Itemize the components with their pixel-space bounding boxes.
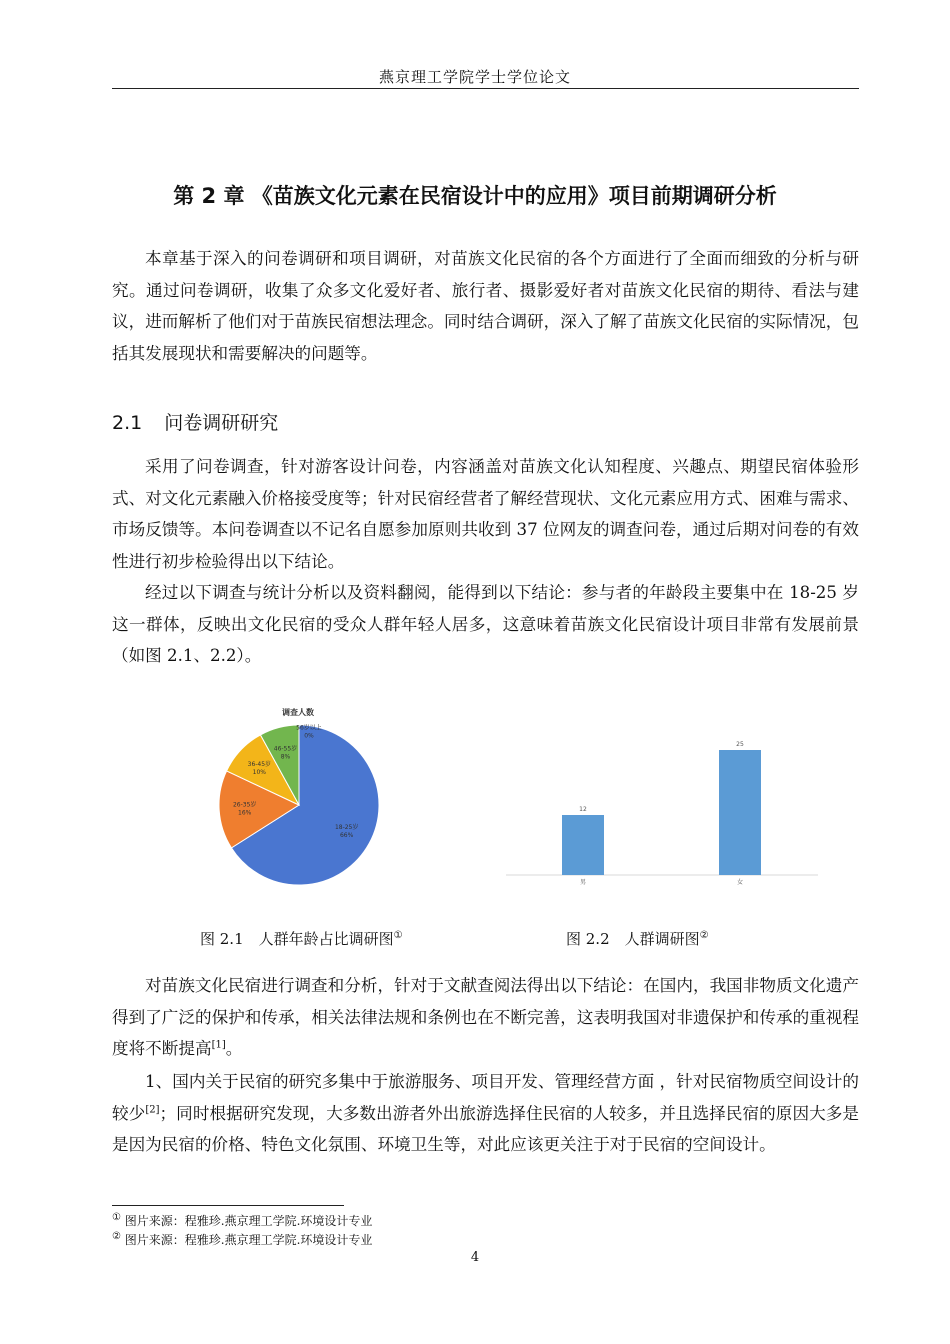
figure-2-1-caption-text: 图 2.1 人群年龄占比调研图	[200, 930, 394, 948]
running-head: 燕京理工学院学士学位论文	[378, 68, 571, 86]
footnote-1	[112, 1212, 372, 1229]
bar-category-label-1: 女	[736, 879, 744, 886]
figure-2-1-caption	[200, 928, 403, 949]
section-number: 2.1	[112, 412, 143, 434]
paragraph-literature-end: 。	[225, 1039, 243, 1058]
pie-label-percent-0: 66%	[339, 832, 354, 840]
pie-label-category-1: 26-35岁	[232, 801, 257, 809]
bar-value-label-0: 12	[579, 806, 587, 813]
paragraph-domestic-research-a: 1、国内关于民宿的研究多集中于旅游服务、项目开发、管理经营方面 ，针对民宿物质空间设计的较少	[112, 1072, 859, 1123]
pie-label-percent-1: 16%	[238, 809, 252, 817]
footnote-1-text: 图片来源：程雅珍.燕京理工学院.环境设计专业	[124, 1214, 373, 1228]
footnote-2-mark: ②	[112, 1231, 121, 1242]
figure-2-2-footnote-mark: ②	[699, 930, 709, 941]
footnote-1-mark: ①	[112, 1212, 121, 1223]
section-title: 问卷调研研究	[164, 412, 279, 434]
paragraph-survey-method: 采用了问卷调查，针对游客设计问卷，内容涵盖对苗族文化认知程度、兴趣点、期望民宿体验形式、对文化元素融入价格接受度等；针对民宿经营者了解经营现状、文化元素应用方式、困难与需求、市场反馈等。本问卷调查以不记名自愿参加原则共收到 37 位网友的调查问卷，通过后期对问卷的有效性进行初步检验得出以下结论。	[112, 457, 859, 571]
footnote-rule	[112, 1205, 344, 1206]
bar-category-label-0: 男	[579, 879, 587, 886]
figure-2-2-caption	[566, 928, 709, 949]
bar-value-label-1: 25	[736, 741, 744, 748]
paragraph-literature	[112, 970, 859, 1065]
chapter-title: 第 2 章 《苗族文化元素在民宿设计中的应用》项目前期调研分析	[173, 184, 777, 208]
pie-label-percent-4: 0%	[304, 732, 314, 740]
figure-2-1-footnote-mark: ①	[393, 930, 403, 941]
section-heading	[112, 408, 278, 435]
gender-bar-chart	[500, 720, 820, 890]
pie-chart-title: 调查人数	[282, 708, 314, 717]
pie-label-category-3: 46-55岁	[273, 745, 298, 753]
footnote-2-text: 图片来源：程雅珍.燕京理工学院.环境设计专业	[124, 1233, 373, 1247]
intro-paragraph: 本章基于深入的问卷调研和项目调研，对苗族文化民宿的各个方面进行了全面而细致的分析与研究。通过问卷调研，收集了众多文化爱好者、旅行者、摄影爱好者对苗族文化民宿的期待、看法与建议，进而解析了他们对于苗族民宿想法理念。同时结合调研，深入了解了苗族文化民宿的实际情况，包括其发展现状和需要解决的问题等。	[112, 249, 859, 363]
pie-label-percent-2: 10%	[252, 768, 267, 776]
pie-label-percent-3: 8%	[280, 753, 291, 761]
paragraph-survey-conclusion: 经过以下调查与统计分析以及资料翻阅，能得到以下结论：参与者的年龄段主要集中在 18-25 岁这一群体，反映出文化民宿的受众人群年轻人居多，这意味着苗族文化民宿设计项目非常有发展前景（如图 2.1、2.2）。	[112, 583, 859, 665]
figure-2-2-caption-text: 图 2.2 人群调研图	[566, 930, 700, 948]
pie-label-category-2: 36-45岁	[247, 760, 272, 768]
pie-label-category-4: 56岁以上	[296, 724, 322, 732]
footnote-2	[112, 1231, 372, 1248]
header-rule	[112, 88, 859, 89]
paragraph-domestic-research	[112, 1066, 859, 1161]
page-number: 4	[470, 1250, 480, 1265]
pie-label-category-0: 18-25岁	[334, 824, 359, 832]
citation-1: [1]	[211, 1039, 226, 1051]
paragraph-literature-text: 对苗族文化民宿进行调查和分析，针对于文献查阅法得出以下结论：在国内，我国非物质文化遗产得到了广泛的保护和传承，相关法律法规和条例也在不断完善，这表明我国对非遗保护和传承的重视程度将不断提高	[112, 976, 859, 1058]
bar-1	[719, 750, 761, 875]
citation-2: [2]	[145, 1103, 160, 1115]
bar-0	[562, 815, 604, 875]
paragraph-domestic-research-b: ；同时根据研究发现，大多数出游者外出旅游选择住民宿的人较多，并且选择民宿的原因大多是是因为民宿的价格、特色文化氛围、环境卫生等，对此应该更关注于对于民宿的空间设计。	[112, 1103, 860, 1154]
age-pie-chart	[210, 700, 410, 890]
